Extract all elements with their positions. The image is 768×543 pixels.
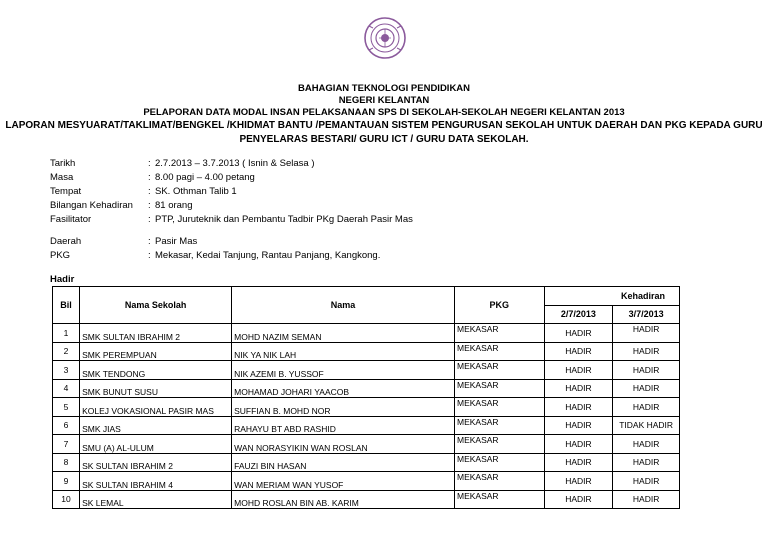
- table-row: [53, 435, 680, 454]
- info-value: 8.00 pagi – 4.00 petang: [155, 172, 255, 183]
- header-nama-sekolah: Nama Sekolah: [80, 287, 232, 324]
- cell-nama: NIK YA NIK LAH: [232, 342, 455, 361]
- cell-bil: 9: [53, 472, 80, 491]
- info-colon: :: [148, 250, 151, 261]
- cell-sekolah: SMK JIAS: [80, 416, 232, 435]
- cell-day1: HADIR: [544, 342, 613, 361]
- table-row: [53, 342, 680, 361]
- info-value: PTP, Juruteknik dan Pembantu Tadbir PKg Daerah Pasir Mas: [155, 214, 413, 225]
- cell-sekolah: SMK BUNUT SUSU: [80, 379, 232, 398]
- cell-day1: HADIR: [544, 361, 613, 380]
- cell-nama: WAN MERIAM WAN YUSOF: [232, 472, 455, 491]
- info-label: Bilangan Kehadiran: [50, 200, 133, 211]
- section-title-hadir: Hadir: [50, 274, 75, 285]
- info-colon: :: [148, 236, 151, 247]
- cell-day2: HADIR: [613, 379, 680, 398]
- cell-day1: HADIR: [544, 324, 613, 343]
- cell-sekolah: SMK PEREMPUAN: [80, 342, 232, 361]
- cell-nama: FAUZI BIN HASAN: [232, 453, 455, 472]
- cell-bil: 6: [53, 416, 80, 435]
- cell-sekolah: SK LEMAL: [80, 490, 232, 509]
- table-row: [53, 379, 680, 398]
- cell-sekolah: SMK SULTAN IBRAHIM 2: [80, 324, 232, 343]
- info-value: Mekasar, Kedai Tanjung, Rantau Panjang, Kangkong.: [155, 250, 381, 261]
- cell-sekolah: SK SULTAN IBRAHIM 2: [80, 453, 232, 472]
- table-row: [53, 472, 680, 491]
- info-value: 81 orang: [155, 200, 193, 211]
- cell-sekolah: SMK TENDONG: [80, 361, 232, 380]
- cell-nama: SUFFIAN B. MOHD NOR: [232, 398, 455, 417]
- cell-day1: HADIR: [544, 435, 613, 454]
- info-label: Fasilitator: [50, 214, 92, 225]
- cell-bil: 7: [53, 435, 80, 454]
- cell-bil: 2: [53, 342, 80, 361]
- cell-pkg: MEKASAR: [455, 472, 545, 491]
- header-pkg: PKG: [455, 287, 545, 324]
- cell-day1: HADIR: [544, 490, 613, 509]
- cell-pkg: MEKASAR: [455, 324, 545, 343]
- cell-day2: HADIR: [613, 472, 680, 491]
- attendance-table: [52, 286, 680, 509]
- header-day1: 2/7/2013: [544, 305, 613, 324]
- cell-day2: TIDAK HADIR: [613, 416, 680, 435]
- cell-pkg: MEKASAR: [455, 416, 545, 435]
- header-bil: Bil: [53, 287, 80, 324]
- header-department: BAHAGIAN TEKNOLOGI PENDIDIKAN: [297, 83, 471, 94]
- info-value: SK. Othman Talib 1: [155, 186, 237, 197]
- cell-day2: HADIR: [613, 398, 680, 417]
- cell-nama: MOHAMAD JOHARI YAACOB: [232, 379, 455, 398]
- cell-day1: HADIR: [544, 398, 613, 417]
- cell-nama: MOHD NAZIM SEMAN: [232, 324, 455, 343]
- cell-day1: HADIR: [544, 416, 613, 435]
- info-label: Daerah: [50, 236, 82, 247]
- table-row: [53, 361, 680, 380]
- info-label: Masa: [50, 172, 74, 183]
- cell-pkg: MEKASAR: [455, 453, 545, 472]
- header-meeting-subtitle: PENYELARAS BESTARI/ GURU ICT / GURU DATA SEKOLAH.: [239, 134, 529, 145]
- table-row: [53, 490, 680, 509]
- table-row: [53, 324, 680, 343]
- cell-day2: HADIR: [613, 361, 680, 380]
- cell-bil: 8: [53, 453, 80, 472]
- info-value: Pasir Mas: [155, 236, 198, 247]
- cell-pkg: MEKASAR: [455, 342, 545, 361]
- cell-day2: HADIR: [613, 435, 680, 454]
- header-state: NEGERI KELANTAN: [338, 95, 430, 106]
- cell-sekolah: KOLEJ VOKASIONAL PASIR MAS: [80, 398, 232, 417]
- header-nama: Nama: [232, 287, 455, 324]
- cell-bil: 10: [53, 490, 80, 509]
- cell-pkg: MEKASAR: [455, 361, 545, 380]
- header-day2: 3/7/2013: [613, 305, 680, 324]
- cell-day1: HADIR: [544, 379, 613, 398]
- cell-day2: HADIR: [613, 453, 680, 472]
- cell-sekolah: SK SULTAN IBRAHIM 4: [80, 472, 232, 491]
- header-report-title: PELAPORAN DATA MODAL INSAN PELAKSANAAN SPS DI SEKOLAH-SEKOLAH NEGERI KELANTAN 2013: [143, 107, 625, 118]
- cell-day1: HADIR: [544, 472, 613, 491]
- cell-nama: NIK AZEMI B. YUSSOF: [232, 361, 455, 380]
- info-colon: :: [148, 158, 151, 169]
- cell-day2: HADIR: [613, 490, 680, 509]
- crest-logo-icon: [363, 16, 407, 60]
- cell-sekolah: SMU (A) AL-ULUM: [80, 435, 232, 454]
- info-label: Tarikh: [50, 158, 76, 169]
- cell-pkg: MEKASAR: [455, 490, 545, 509]
- info-label: PKG: [50, 250, 71, 261]
- cell-day2: HADIR: [613, 342, 680, 361]
- header-meeting-title: LAPORAN MESYUARAT/TAKLIMAT/BENGKEL /KHIDMAT BANTU /PEMANTAUAN SISTEM PENGURUSAN SEKOLAH UNTUK DAERAH DAN PKG KEPADA GURU: [5, 120, 763, 131]
- header-kehadiran: Kehadiran: [544, 287, 679, 306]
- table-row: [53, 398, 680, 417]
- cell-pkg: MEKASAR: [455, 435, 545, 454]
- cell-nama: RAHAYU BT ABD RASHID: [232, 416, 455, 435]
- cell-pkg: MEKASAR: [455, 398, 545, 417]
- cell-bil: 1: [53, 324, 80, 343]
- cell-bil: 4: [53, 379, 80, 398]
- cell-nama: WAN NORASYIKIN WAN ROSLAN: [232, 435, 455, 454]
- info-colon: :: [148, 186, 151, 197]
- cell-bil: 3: [53, 361, 80, 380]
- cell-pkg: MEKASAR: [455, 379, 545, 398]
- table-row: [53, 416, 680, 435]
- info-label: Tempat: [50, 186, 82, 197]
- info-colon: :: [148, 200, 151, 211]
- cell-day1: HADIR: [544, 453, 613, 472]
- info-colon: :: [148, 172, 151, 183]
- table-row: [53, 453, 680, 472]
- info-value: 2.7.2013 – 3.7.2013 ( Isnin & Selasa ): [155, 158, 315, 169]
- cell-day2: HADIR: [613, 324, 680, 343]
- cell-bil: 5: [53, 398, 80, 417]
- cell-nama: MOHD ROSLAN BIN AB. KARIM: [232, 490, 455, 509]
- info-colon: :: [148, 214, 151, 225]
